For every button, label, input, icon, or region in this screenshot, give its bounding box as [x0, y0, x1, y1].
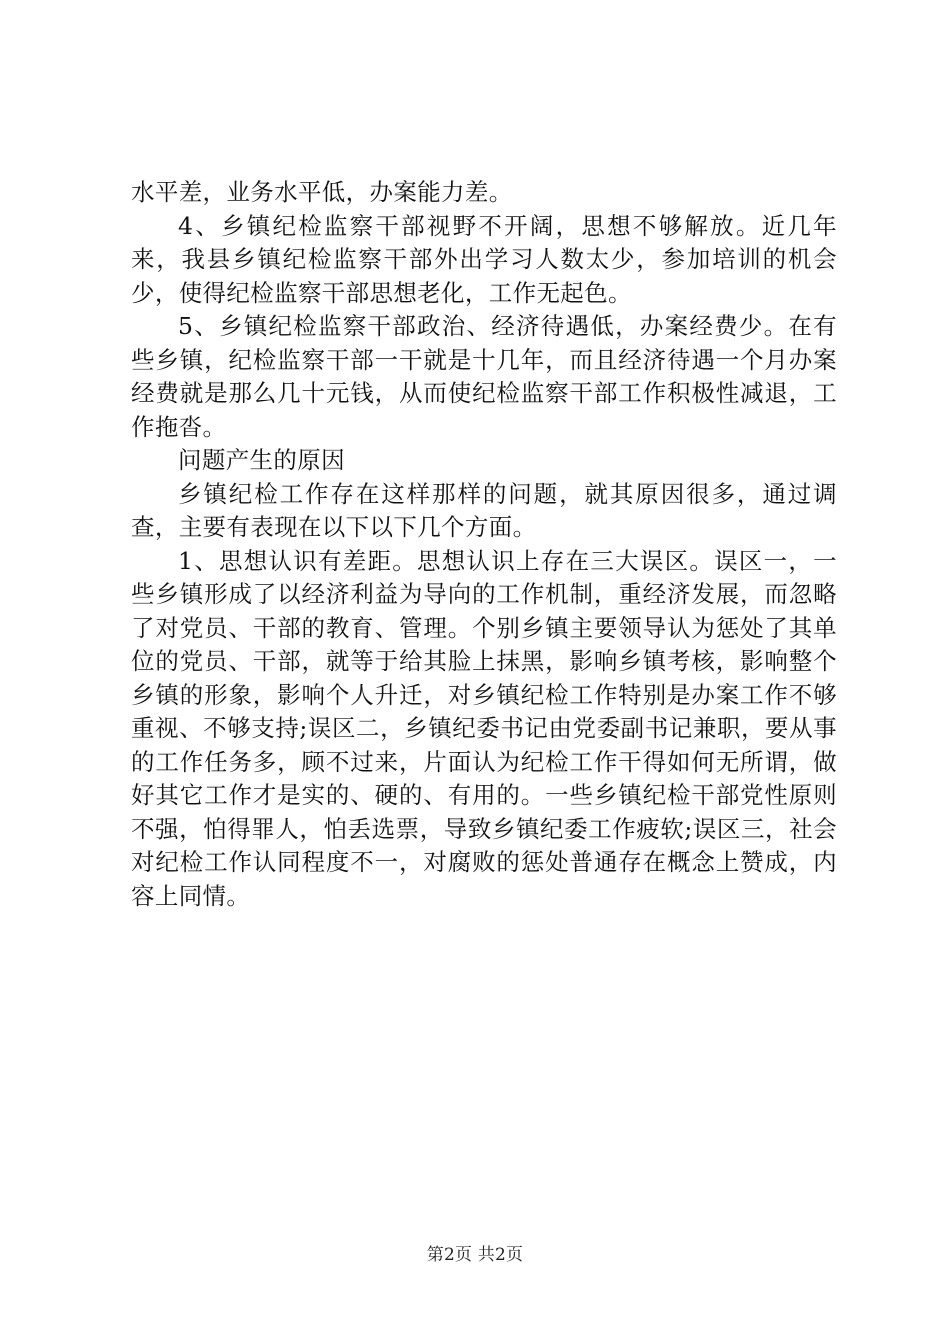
paragraph-cause-1: 1、思想认识有差距。思想认识上存在三大误区。误区一，一些乡镇形成了以经济利益为导向的工作机制，重经济发展，而忽略了对党员、干部的教育、管理。个别乡镇主要领导认为惩处了其单位的党员、干部，就等于给其脸上抹黑，影响乡镇考核，影响整个乡镇的形象，影响个人升迁，对乡镇纪检工作特别是办案工作不够重视、不够支持;误区二，乡镇纪委书记由党委副书记兼职，要从事的工作任务多，顾不过来，片面认为纪检工作干得如何无所谓，做好其它工作才是实的、硬的、有用的。一些乡镇纪检干部党性原则不强，怕得罪人，怕丢选票，导致乡镇纪委工作疲软;误区三，社会对纪检工作认同程度不一，对腐败的惩处普通存在概念上赞成，内容上同情。 — [131, 546, 837, 910]
document-body — [131, 176, 837, 913]
paragraph-item-5: 5、乡镇纪检监察干部政治、经济待遇低，办案经费少。在有些乡镇，纪检监察干部一干就是十几年，而且经济待遇一个月办案经费就是那么几十元钱，从而使纪检监察干部工作积极性减退，工作拖沓。 — [131, 312, 837, 441]
paragraph-causes-intro: 乡镇纪检工作存在这样那样的问题，就其原因很多，通过调查，主要有表现在以下以下几个方面。 — [131, 479, 837, 541]
paragraph-item-4: 4、乡镇纪检监察干部视野不开阔，思想不够解放。近几年来，我县乡镇纪检监察干部外出学习人数太少，参加培训的机会少，使得纪检监察干部思想老化，工作无起色。 — [131, 211, 837, 307]
page-footer: 第2页 共2页 — [426, 1245, 524, 1265]
section-heading-causes: 问题产生的原因 — [178, 446, 345, 474]
paragraph-continuation: 水平差，业务水平低，办案能力差。 — [131, 178, 513, 206]
